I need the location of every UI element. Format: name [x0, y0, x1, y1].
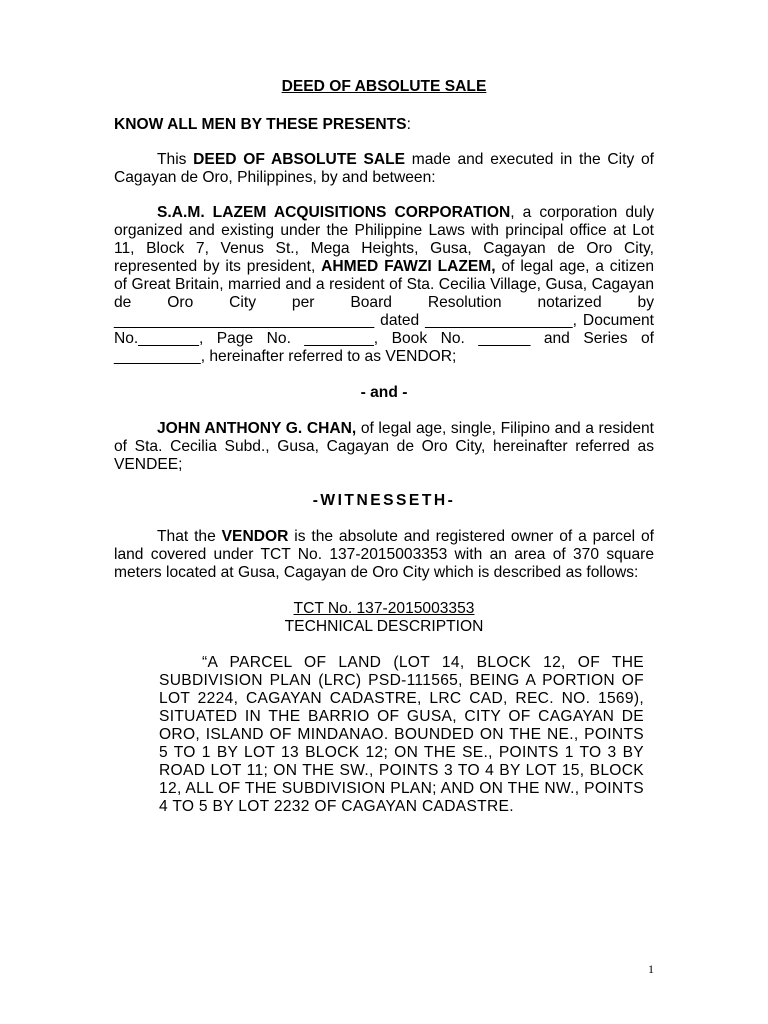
know-all-men-colon: :	[406, 116, 411, 133]
technical-description-heading: TECHNICAL DESCRIPTION	[284, 618, 484, 635]
intro-rest: made and executed in the City of Cagayan de Oro, Philippines, by and between:	[114, 151, 654, 186]
vendee-text: of legal age, single, Filipino and a resident of Sta. Cecilia Subd., Gusa, Cagayan de Oro City, hereinafter referred as VENDEE;	[114, 420, 654, 473]
witnesseth-heading: -WITNESSETH-	[312, 492, 456, 509]
document-body	[114, 78, 654, 816]
intro-lead: This	[157, 151, 194, 168]
vendor-text-1: , a corporation duly organized and existing under the Philippine Laws with principal office at Lot 11, Block 7, Venus St., Mega Heights, Gusa, Cagayan de Oro City, represented by its president,	[114, 204, 654, 275]
intro-paragraph	[114, 151, 654, 187]
tct-number-heading: TCT No. 137-2015003353	[293, 600, 475, 617]
vendor-president-name: AHMED FAWZI LAZEM,	[321, 258, 496, 275]
ownership-paragraph	[114, 528, 654, 582]
vendor-text-2: of legal age, a citizen of Great Britain, married and a resident of Sta. Cecilia Village, Gusa, Cagayan de Oro City per Board Resolution notarized by ______________________________ dated _________________, Document No._______, Page No. ________, Book No. ______ and Series of __________, hereinafter referred to as VENDOR;	[114, 258, 654, 365]
ownership-lead: That the	[157, 528, 222, 545]
vendor-company-name: S.A.M. LAZEM ACQUISITIONS CORPORATION	[157, 204, 511, 221]
and-separator: - and -	[360, 384, 408, 401]
document-title: DEED OF ABSOLUTE SALE	[281, 78, 487, 95]
vendee-name: JOHN ANTHONY G. CHAN,	[157, 420, 357, 437]
vendee-paragraph	[114, 420, 654, 474]
ownership-rest: is the absolute and registered owner of a parcel of land covered under TCT No. 137-2015003353 with an area of 370 square meters located at Gusa, Cagayan de Oro City which is described as follows:	[114, 528, 654, 581]
know-all-men-text: KNOW ALL MEN BY THESE PRESENTS	[114, 116, 407, 133]
vendor-paragraph	[114, 204, 654, 366]
intro-deed-title: DEED OF ABSOLUTE SALE	[193, 151, 406, 168]
know-all-men-heading	[114, 116, 654, 134]
page-number: 1	[648, 962, 654, 976]
ownership-vendor: VENDOR	[221, 528, 289, 545]
technical-description-text: “A PARCEL OF LAND (LOT 14, BLOCK 12, OF THE SUBDIVISION PLAN (LRC) PSD-111565, BEING A PORTION OF LOT 2224, CAGAYAN CADASTRE, LRC CAD, REC. NO. 1569), SITUATED IN THE BARRIO OF GUSA, CITY OF CAGAYAN DE ORO, ISLAND OF MINDANAO. BOUNDED ON THE NE., POINTS 5 TO 1 BY LOT 13 BLOCK 12; ON THE SE., POINTS 1 TO 3 BY ROAD LOT 11; ON THE SW., POINTS 3 TO 4 BY LOT 15, BLOCK 12, ALL OF THE SUBDIVISION PLAN; AND ON THE NW., POINTS 4 TO 5 BY LOT 2232 OF CAGAYAN CADASTRE.	[159, 654, 644, 815]
